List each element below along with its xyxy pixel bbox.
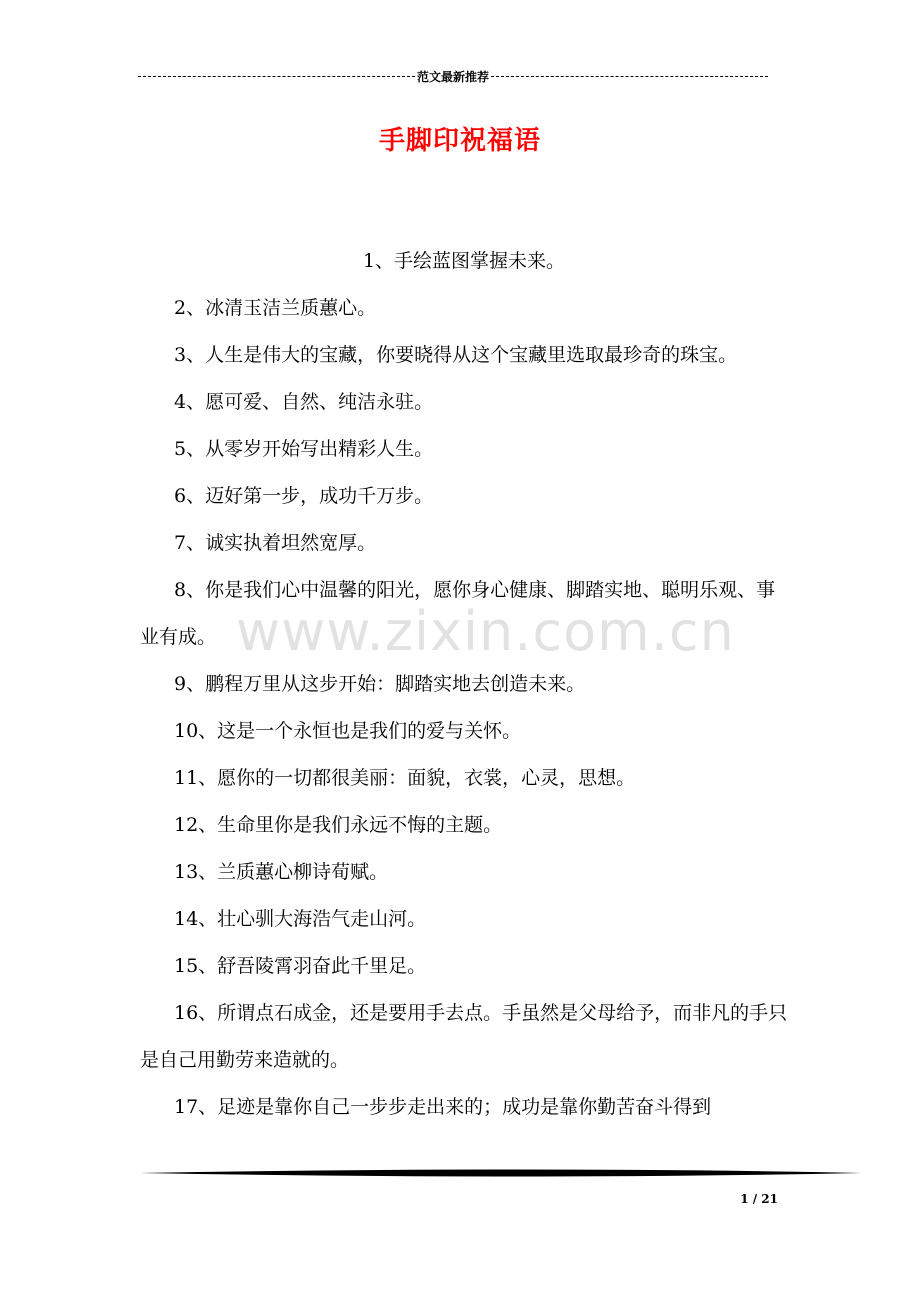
paragraph-5: 5、从零岁开始写出精彩人生。 bbox=[174, 438, 434, 460]
paragraph-16: 16、所谓点石成金，还是要用手去点。手虽然是父母给予，而非凡的手只是自己用勤劳来造就的。 bbox=[140, 1002, 788, 1071]
paragraph-8: 8、你是我们心中温馨的阳光，愿你身心健康、脚踏实地、聪明乐观、事业有成。 bbox=[140, 579, 776, 648]
paragraph-7: 7、诚实执着坦然宽厚。 bbox=[174, 532, 377, 554]
paragraph-3: 3、人生是伟大的宝藏，你要晓得从这个宝藏里选取最珍奇的珠宝。 bbox=[174, 344, 738, 366]
paragraph-15: 15、舒吾陵霄羽奋此千里足。 bbox=[174, 955, 427, 977]
header-dash-left bbox=[138, 76, 415, 77]
paragraph-17: 17、足迹是靠你自己一步步走出来的；成功是靠你勤苦奋斗得到 bbox=[174, 1096, 712, 1118]
page-number: 1 / 21 bbox=[740, 1192, 778, 1206]
paragraph-11: 11、愿你的一切都很美丽：面貌，衣裳，心灵，思想。 bbox=[174, 767, 636, 789]
paragraph-2: 2、冰清玉洁兰质蕙心。 bbox=[174, 297, 377, 319]
page-header bbox=[138, 66, 768, 86]
watermark: www.zixin.com.cn bbox=[236, 600, 735, 663]
header-dash-right bbox=[491, 76, 768, 77]
footer-rule bbox=[140, 1166, 862, 1180]
paragraph-13: 13、兰质蕙心柳诗荀赋。 bbox=[174, 861, 389, 883]
paragraph-14: 14、壮心驯大海浩气走山河。 bbox=[174, 908, 427, 930]
document-title: 手脚印祝福语 bbox=[378, 126, 541, 156]
paragraph-9: 9、鹏程万里从这步开始：脚踏实地去创造未来。 bbox=[174, 673, 586, 695]
paragraph-10: 10、这是一个永恒也是我们的爱与关怀。 bbox=[174, 720, 522, 742]
paragraph-1: 1、手绘蓝图掌握未来。 bbox=[362, 250, 566, 272]
paragraph-4: 4、愿可爱、自然、纯洁永驻。 bbox=[174, 391, 434, 413]
header-label: 范文最新推荐 bbox=[417, 69, 490, 84]
document-body bbox=[140, 238, 788, 1131]
paragraph-6: 6、迈好第一步，成功千万步。 bbox=[174, 485, 434, 507]
paragraph-12: 12、生命里你是我们永远不悔的主题。 bbox=[174, 814, 503, 836]
